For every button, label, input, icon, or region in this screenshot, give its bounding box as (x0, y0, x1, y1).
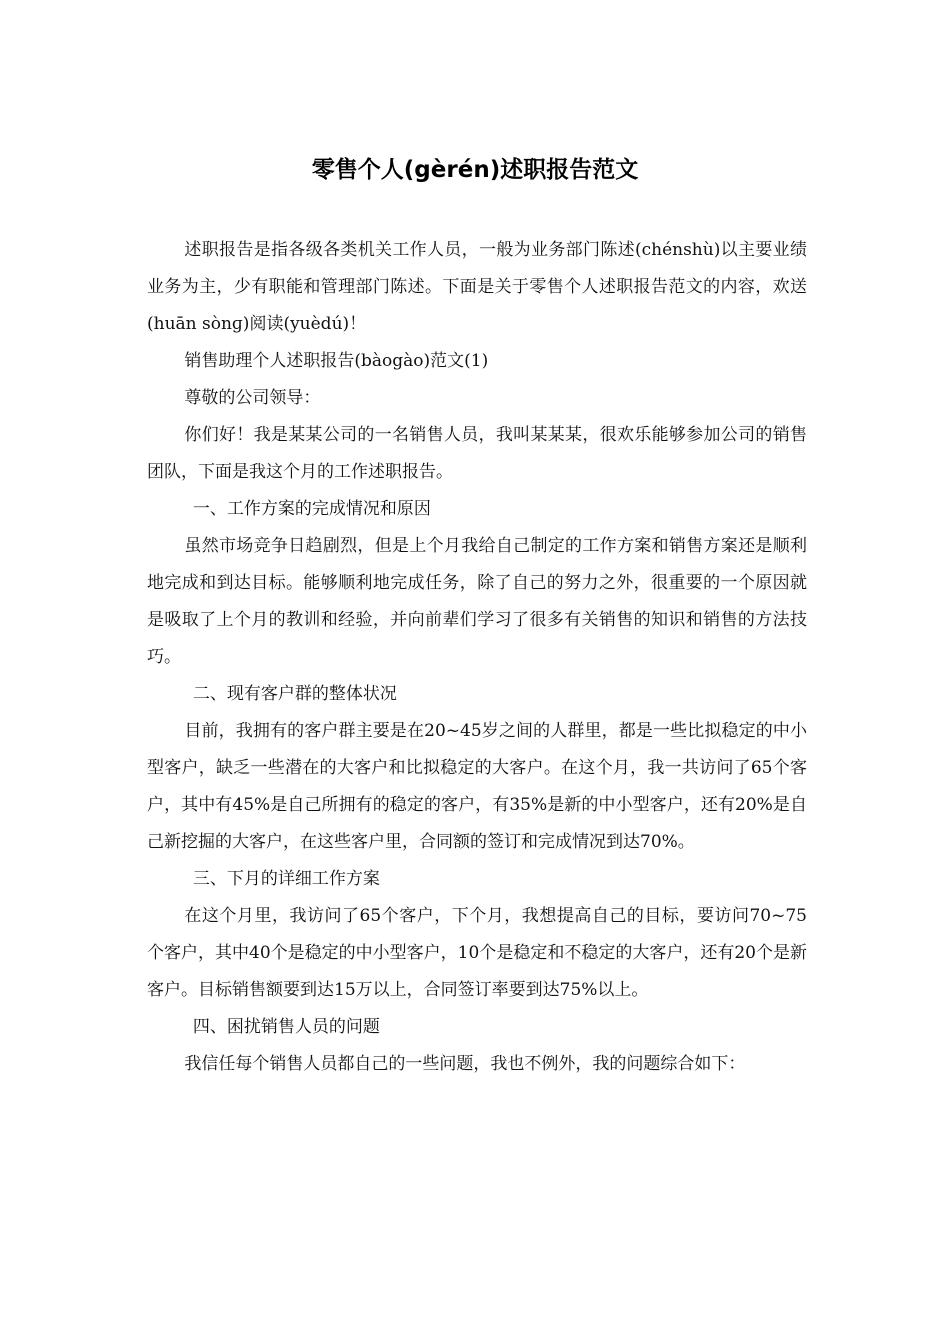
section-2-paragraph: 目前，我拥有的客户群主要是在20~45岁之间的人群里，都是一些比拟稳定的中小型客户，缺乏一些潜在的大客户和比拟稳定的大客户。在这个月，我一共访问了65个客户，其中有45%是自己所拥有的稳定的客户，有35%是新的中小型客户，还有20%是自己新挖掘的大客户，在这些客户里，合同额的签订和完成情况到达70%。 (147, 721, 807, 852)
document-body (147, 232, 807, 1083)
salutation-paragraph: 尊敬的公司领导： (184, 388, 321, 408)
section-3-paragraph: 在这个月里，我访问了65个客户，下个月，我想提高自己的目标，要访问70~75个客户，其中40个是稳定的中小型客户，10个是稳定和不稳定的大客户，还有20个是新客户。目标销售额要到达15万以上，合同签订率要到达75%以上。 (147, 906, 807, 1000)
section-heading-1: 一、工作方案的完成情况和原因 (192, 499, 431, 519)
intro-paragraph: 述职报告是指各级各类机关工作人员，一般为业务部门陈述(chénshù)以主要业绩业务为主，少有职能和管理部门陈述。下面是关于零售个人述职报告范文的内容，欢送(huān sònɡ)阅读(yuèdú)！ (147, 240, 807, 334)
subtitle-paragraph: 销售助理个人述职报告(bàogào)范文(1) (184, 351, 489, 371)
section-heading-3: 三、下月的详细工作方案 (192, 869, 380, 889)
section-4-paragraph: 我信任每个销售人员都自己的一些问题，我也不例外，我的问题综合如下： (184, 1054, 746, 1074)
greeting-paragraph: 你们好！我是某某公司的一名销售人员，我叫某某某，很欢乐能够参加公司的销售团队，下面是我这个月的工作述职报告。 (147, 425, 807, 482)
section-heading-2: 二、现有客户群的整体状况 (192, 684, 397, 704)
document-title: 零售个人(gèrén)述职报告范文 (311, 157, 639, 183)
section-1-paragraph: 虽然市场竞争日趋剧烈，但是上个月我给自己制定的工作方案和销售方案还是顺利地完成和到达目标。能够顺利地完成任务，除了自己的努力之外，很重要的一个原因就是吸取了上个月的教训和经验，并向前辈们学习了很多有关销售的知识和销售的方法技巧。 (147, 536, 807, 667)
section-heading-4: 四、困扰销售人员的问题 (192, 1017, 380, 1037)
